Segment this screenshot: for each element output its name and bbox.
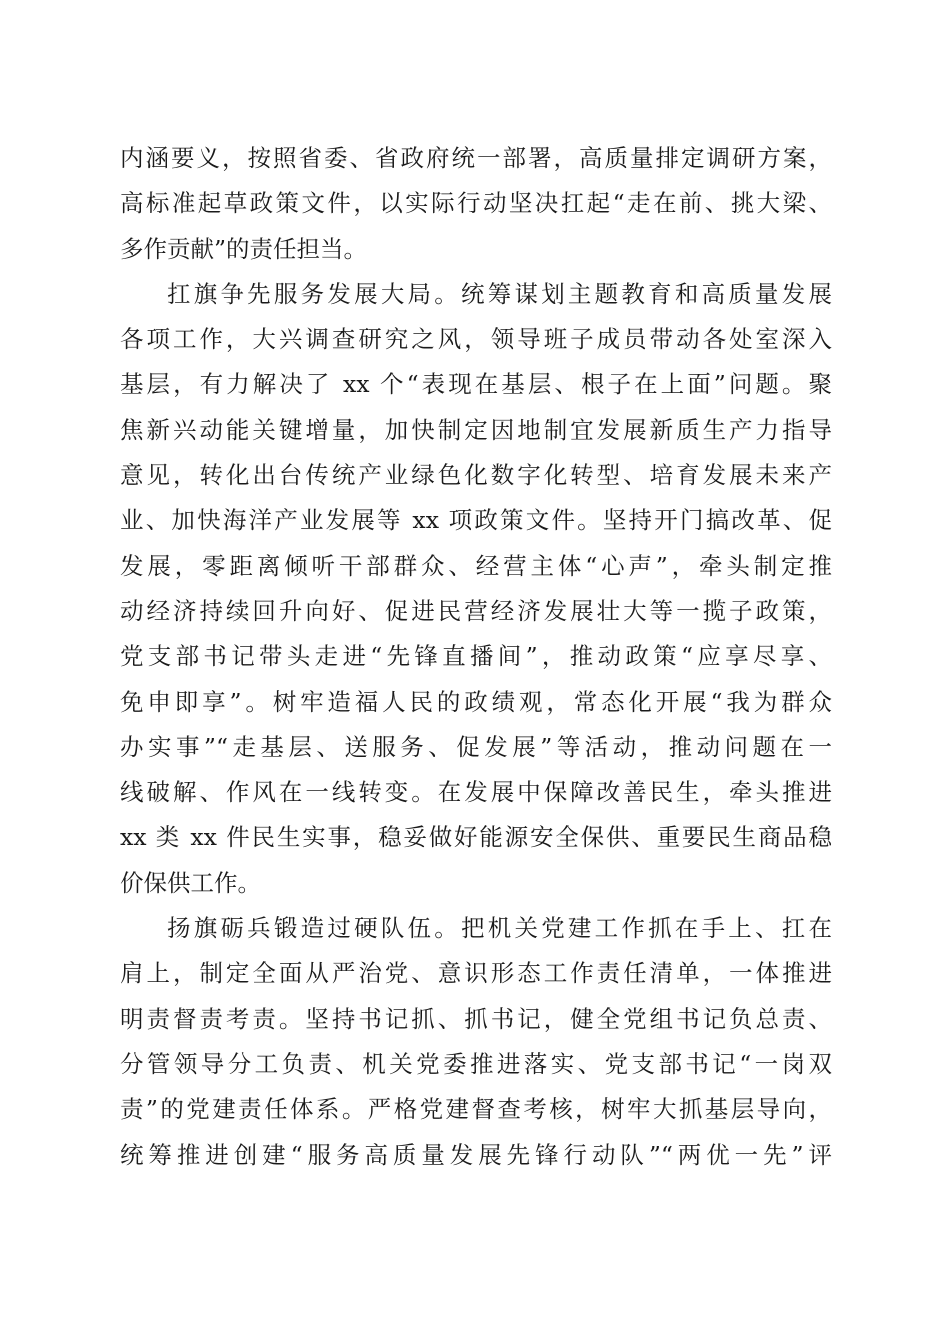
text-line: 党支部书记带头走进“先锋直播间”，推动政策“应享尽享、 [120,642,832,671]
paragraph-1 [120,136,832,272]
text-line: 基层，有力解决了 xx 个“表现在基层、根子在上面”问题。聚 [120,370,832,399]
text-line: 发展，零距离倾听干部群众、经营主体“心声”，牵头制定推 [120,551,832,580]
text-line: 各项工作，大兴调查研究之风，领导班子成员带动各处室深入 [120,325,832,354]
text-line: 焦新兴动能关键增量，加快制定因地制宜发展新质生产力指导 [120,415,832,444]
text-line: 免申即享”。树牢造福人民的政绩观，常态化开展“我为群众 [120,687,832,716]
text-line: 分管领导分工负责、机关党委推进落实、党支部书记“一岗双 [120,1049,832,1078]
text-line: 线破解、作风在一线转变。在发展中保障改善民生，牵头推进 [120,778,832,807]
paragraph-heading-line: 扬旗砺兵锻造过硬队伍。把机关党建工作抓在手上、扛在 [167,914,832,943]
text-line: 动经济持续回升向好、促进民营经济发展壮大等一揽子政策， [120,596,832,625]
paragraph-2 [120,272,832,906]
text-line: 明责督责考责。坚持书记抓、抓书记，健全党组书记负总责、 [120,1004,832,1033]
text-line: 内涵要义，按照省委、省政府统一部署，高质量排定调研方案， [120,144,832,172]
text-line: 高标准起草政策文件，以实际行动坚决扛起“走在前、挑大梁、 [120,189,832,218]
text-line: xx 类 xx 件民生实事，稳妥做好能源安全保供、重要民生商品稳 [120,823,832,852]
text-line: 肩上，制定全面从严治党、意识形态工作责任清单，一体推进 [120,959,832,988]
text-line: 办实事”“走基层、送服务、促发展”等活动，推动问题在一 [120,732,832,761]
document-page [120,136,832,1178]
text-line: 统筹推进创建“服务高质量发展先锋行动队”“两优一先”评 [120,1140,832,1169]
text-line: 责”的党建责任体系。严格党建督查考核，树牢大抓基层导向， [120,1095,832,1124]
text-line: 价保供工作。 [120,868,261,897]
text-line: 意见，转化出台传统产业绿色化数字化转型、培育发展未来产 [120,461,832,490]
text-line: 业、加快海洋产业发展等 xx 项政策文件。坚持开门搞改革、促 [120,506,832,535]
paragraph-heading-line: 扛旗争先服务发展大局。统筹谋划主题教育和高质量发展 [167,279,832,308]
paragraph-3 [120,906,832,1178]
text-line: 多作贡献”的责任担当。 [120,234,368,263]
